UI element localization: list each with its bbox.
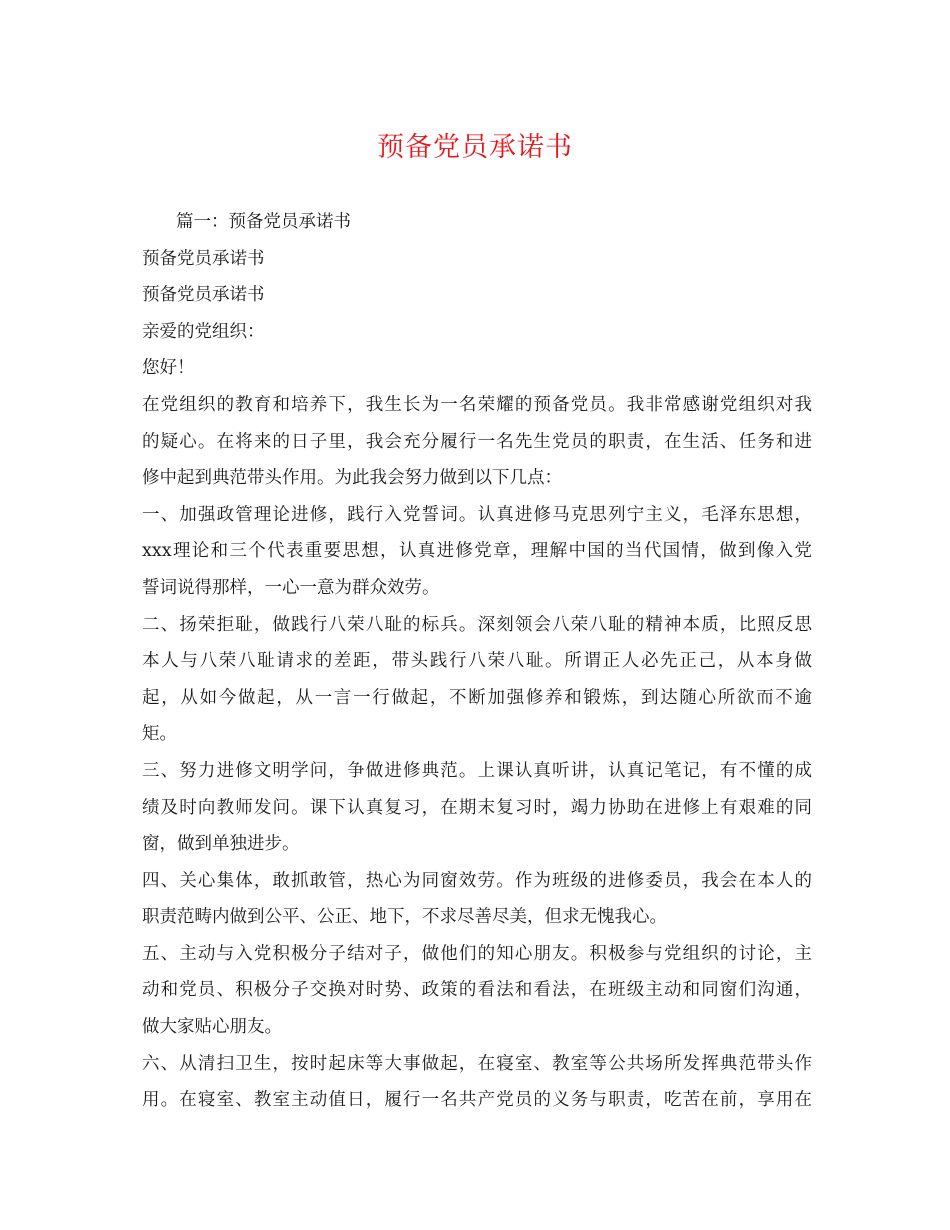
text-line: 绩及时向教师发问。课下认真复习，在期末复习时，竭力协助在进修上有艰难的同 bbox=[142, 797, 812, 818]
text-line: 用。在寝室、教室主动值日，履行一名共产党员的义务与职责，吃苦在前，享用在 bbox=[142, 1090, 812, 1111]
text-line: 五、主动与入党积极分子结对子，做他们的知心朋友。积极参与党组织的讨论，主 bbox=[142, 943, 812, 964]
text-line: 窗，做到单独进步。 bbox=[142, 834, 300, 855]
text-line: 预备党员承诺书 bbox=[142, 248, 265, 269]
text-line: 您好！ bbox=[142, 358, 195, 379]
text-line: 四、关心集体，敢抓敢管，热心为同窗效劳。作为班级的进修委员，我会在本人的 bbox=[142, 870, 812, 891]
text-line: 矩。 bbox=[142, 724, 177, 745]
text-line: 修中起到典范带头作用。为此我会努力做到以下几点： bbox=[142, 468, 562, 489]
text-line: 二、扬荣拒耻，做践行八荣八耻的标兵。深刻领会八荣八耻的精神本质，比照反思 bbox=[142, 614, 812, 635]
text-line: 起，从如今做起，从一言一行做起，不断加强修养和锻炼，到达随心所欲而不逾 bbox=[142, 687, 812, 708]
text-line: 动和党员、积极分子交换对时势、政策的看法和看法，在班级主动和同窗们沟通， bbox=[142, 980, 812, 1001]
text-line: 在党组织的教育和培养下，我生长为一名荣耀的预备党员。我非常感谢党组织对我 bbox=[142, 394, 812, 415]
text-line: 一、加强政管理论进修，践行入党誓词。认真进修马克思列宁主义，毛泽东思想， bbox=[142, 504, 812, 525]
document-title: 预备党员承诺书 bbox=[377, 132, 573, 163]
document-body bbox=[142, 204, 812, 1119]
text-line: 的疑心。在将来的日子里，我会充分履行一名先生党员的职责，在生活、任务和进 bbox=[142, 431, 812, 452]
text-line: 本人与八荣八耻请求的差距，带头践行八荣八耻。所谓正人必先正己，从本身做 bbox=[142, 651, 812, 672]
text-line: 做大家贴心朋友。 bbox=[142, 1017, 282, 1038]
text-line: 预备党员承诺书 bbox=[142, 285, 265, 306]
text-line: xxx理论和三个代表重要思想，认真进修党章，理解中国的当代国情，做到像入党 bbox=[142, 541, 812, 562]
text-line: 三、努力进修文明学问，争做进修典范。上课认真听讲，认真记笔记，有不懂的成 bbox=[142, 760, 812, 781]
text-line: 誓词说得那样，一心一意为群众效劳。 bbox=[142, 577, 440, 598]
text-line: 六、从清扫卫生，按时起床等大事做起，在寝室、教室等公共场所发挥典范带头作 bbox=[142, 1053, 812, 1074]
text-line: 亲爱的党组织： bbox=[142, 321, 265, 342]
text-line: 篇一：预备党员承诺书 bbox=[176, 212, 351, 232]
text-line: 职责范畴内做到公平、公正、地下，不求尽善尽美，但求无愧我心。 bbox=[142, 907, 667, 928]
